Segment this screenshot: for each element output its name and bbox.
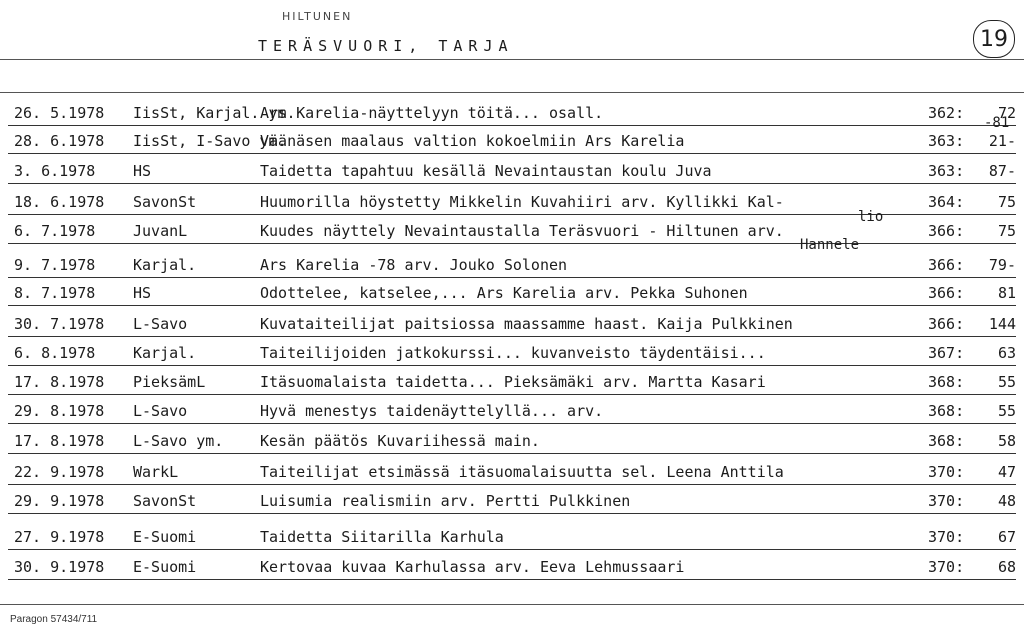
entry-row — [0, 280, 1024, 306]
entry-date: 6. 7.1978 — [14, 222, 96, 240]
entry-text: Kertovaa kuvaa Karhulassa arv. Eeva Lehmussaari — [260, 558, 685, 576]
entry-date: 22. 9.1978 — [14, 463, 105, 481]
entry-date: 26. 5.1978 — [14, 104, 105, 122]
row-underline — [8, 243, 1016, 244]
card-title: TERÄSVUORI, TARJA — [258, 37, 514, 55]
entry-page: 68 — [997, 558, 1016, 576]
entry-source: L-Savo — [133, 402, 188, 420]
row-underline — [8, 305, 1016, 306]
entry-text: Kuudes näyttely Nevaintaustalla Teräsvuori - Hiltunen arv. — [260, 222, 784, 240]
entry-number: 368: — [928, 432, 965, 450]
entry-row — [0, 398, 1024, 424]
entry-date: 30. 7.1978 — [14, 315, 105, 333]
handwritten-note: HILTUNEN — [282, 10, 353, 23]
entry-number: 368: — [928, 373, 965, 391]
card-number: 19 — [973, 20, 1015, 58]
entry-date: 17. 8.1978 — [14, 432, 105, 450]
entry-date: 29. 9.1978 — [14, 492, 105, 510]
entry-text: Huumorilla höystetty Mikkelin Kuvahiiri arv. Kyllikki Kal- — [260, 193, 784, 211]
entry-text: Luisumia realismiin arv. Pertti Pulkkinen — [260, 492, 631, 510]
entry-date: 9. 7.1978 — [14, 256, 96, 274]
entry-row — [0, 311, 1024, 337]
row-underline — [8, 579, 1016, 580]
entry-source: E-Suomi — [133, 558, 197, 576]
entry-date: 8. 7.1978 — [14, 284, 96, 302]
entry-source: IisSt, I-Savo ym. — [133, 132, 287, 150]
entry-row — [0, 369, 1024, 395]
entry-date: 18. 6.1978 — [14, 193, 105, 211]
name-extra-note: Hannele — [800, 237, 860, 253]
entry-page: 21- — [988, 132, 1016, 150]
entry-page: 55 — [997, 402, 1016, 420]
header-divider-lower — [0, 92, 1024, 93]
entry-source: HS — [133, 162, 152, 180]
entry-text: Ars Karelia -78 arv. Jouko Solonen — [260, 256, 568, 274]
entry-number: 363: — [928, 162, 965, 180]
entry-number: 368: — [928, 402, 965, 420]
entry-text: Taidetta tapahtuu kesällä Nevaintaustan koulu Juva — [260, 162, 712, 180]
row-underline — [8, 336, 1016, 337]
entry-date: 28. 6.1978 — [14, 132, 105, 150]
entry-text: Ars Karelia-näyttelyyn töitä... osall. — [260, 104, 604, 122]
footer-divider — [0, 604, 1024, 605]
entry-page: 81 — [997, 284, 1016, 302]
entry-row — [0, 459, 1024, 485]
entry-text: Hyvä menestys taidenäyttelyllä... arv. — [260, 402, 604, 420]
entry-row — [0, 340, 1024, 366]
entry-date: 27. 9.1978 — [14, 528, 105, 546]
entry-page: 47 — [997, 463, 1016, 481]
entry-number: 366: — [928, 284, 965, 302]
entry-number: 370: — [928, 528, 965, 546]
entry-source: Karjal. — [133, 344, 197, 362]
entry-text: Itäsuomalaista taidetta... Pieksämäki arv. Martta Kasari — [260, 373, 766, 391]
entry-row — [0, 158, 1024, 184]
entry-page: 75 — [997, 222, 1016, 240]
entry-number: 370: — [928, 558, 965, 576]
entry-row — [0, 100, 1024, 126]
entry-text: Taidetta Siitarilla Karhula — [260, 528, 504, 546]
entry-number: 366: — [928, 315, 965, 333]
entry-source: SavonSt — [133, 193, 197, 211]
entry-source: Karjal. — [133, 256, 197, 274]
entry-number: 362: — [928, 104, 965, 122]
entry-source: SavonSt — [133, 492, 197, 510]
header-divider — [0, 59, 1024, 60]
entry-number: 367: — [928, 344, 965, 362]
entry-page: 72 — [997, 104, 1016, 122]
entry-source: IisSt, Karjal. ym. — [133, 104, 296, 122]
row-underline — [8, 394, 1016, 395]
entry-date: 29. 8.1978 — [14, 402, 105, 420]
entry-page: 58 — [997, 432, 1016, 450]
entry-text: Kuvataiteilijat paitsiossa maassamme haast. Kaija Pulkkinen — [260, 315, 793, 333]
entry-date: 3. 6.1978 — [14, 162, 96, 180]
row-underline — [8, 484, 1016, 485]
entry-page: 79- — [988, 256, 1016, 274]
entry-text: Odottelee, katselee,... Ars Karelia arv. Pekka Suhonen — [260, 284, 748, 302]
entry-row — [0, 488, 1024, 514]
entry-row — [0, 554, 1024, 580]
entry-text: Taiteilijoiden jatkokurssi... kuvanveisto täydentäisi... — [260, 344, 766, 362]
entry-row — [0, 524, 1024, 550]
footer-print: Paragon 57434/711 — [10, 614, 98, 625]
row-underline — [8, 153, 1016, 154]
entry-source: L-Savo — [133, 315, 188, 333]
entry-row — [0, 252, 1024, 278]
entry-number: 370: — [928, 463, 965, 481]
entry-number: 366: — [928, 256, 965, 274]
entry-page: 48 — [997, 492, 1016, 510]
entry-date: 17. 8.1978 — [14, 373, 105, 391]
entry-text: Väänäsen maalaus valtion kokoelmiin Ars Karelia — [260, 132, 685, 150]
entry-source: HS — [133, 284, 152, 302]
entry-row — [0, 428, 1024, 454]
row-underline — [8, 423, 1016, 424]
entry-number: 370: — [928, 492, 965, 510]
row-underline — [8, 549, 1016, 550]
row-underline — [8, 513, 1016, 514]
entry-date: 30. 9.1978 — [14, 558, 105, 576]
entry-page: 75 — [997, 193, 1016, 211]
entry-page: 144 — [988, 315, 1016, 333]
row-underline — [8, 183, 1016, 184]
entry-page: 87- — [988, 162, 1016, 180]
entry-number: 363: — [928, 132, 965, 150]
entry-source: E-Suomi — [133, 528, 197, 546]
entry-date: 6. 8.1978 — [14, 344, 96, 362]
entry-page: 67 — [997, 528, 1016, 546]
entry-text: Kesän päätös Kuvariihessä main. — [260, 432, 540, 450]
row-underline — [8, 365, 1016, 366]
entry-source: JuvanL — [133, 222, 188, 240]
row-underline — [8, 125, 1016, 126]
page-extra-note: -81 — [984, 115, 1010, 131]
entry-text: Taiteilijat etsimässä itäsuomalaisuutta sel. Leena Anttila — [260, 463, 784, 481]
row-underline — [8, 453, 1016, 454]
entry-source: PieksämL — [133, 373, 206, 391]
entry-number: 366: — [928, 222, 965, 240]
entry-source: WarkL — [133, 463, 179, 481]
row-underline — [8, 277, 1016, 278]
entry-row — [0, 128, 1024, 154]
entry-source: L-Savo ym. — [133, 432, 224, 450]
entry-number: 364: — [928, 193, 965, 211]
entry-page: 55 — [997, 373, 1016, 391]
name-continuation-note: lio — [858, 209, 884, 225]
entry-page: 63 — [997, 344, 1016, 362]
